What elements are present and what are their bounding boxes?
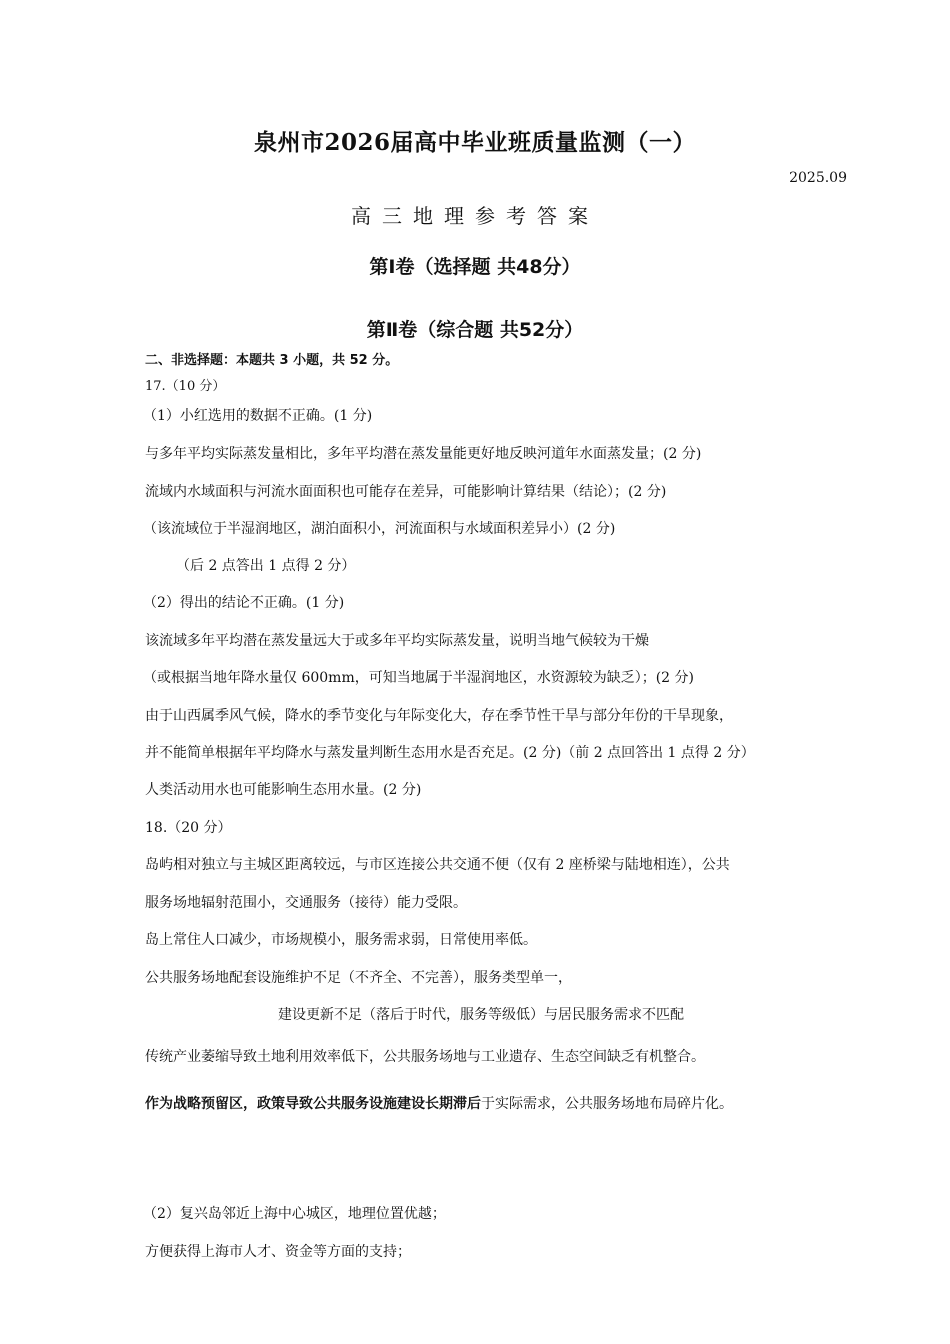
q17-line: （该流域位于半湿润地区，湖泊面积小，河流面积与水域面积差异小）(2 分) xyxy=(143,521,616,537)
document-title: 泉州市2026届高中毕业班质量监测（一） xyxy=(253,129,696,156)
q18-line: 方便获得上海市人才、资金等方面的支持； xyxy=(145,1244,411,1260)
q17-heading: 17.（10 分） xyxy=(145,379,226,394)
q18-line: 传统产业萎缩导致土地利用效率低下，公共服务场地与工业遗存、生态空间缺乏有机整合。 xyxy=(145,1049,705,1065)
q18-line: 岛上常住人口减少，市场规模小，服务需求弱，日常使用率低。 xyxy=(145,932,537,948)
q17-line: 该流域多年平均潜在蒸发量远大于或多年平均实际蒸发量，说明当地气候较为干燥 xyxy=(145,633,649,649)
q18-line: 岛屿相对独立与主城区距离较远，与市区连接公共交通不便（仅有 2 座桥梁与陆地相连），公共 xyxy=(145,857,730,873)
q18-line: 公共服务场地配套设施维护不足（不齐全、不完善），服务类型单一， xyxy=(145,970,572,986)
document-subtitle: 高三地理参考答案 xyxy=(351,204,599,228)
q17-line: （2）得出的结论不正确。(1 分) xyxy=(143,595,345,611)
q18-line: 建设更新不足（落后于时代，服务等级低）与居民服务需求不匹配 xyxy=(278,1007,684,1023)
q18-line: （2）复兴岛邻近上海中心城区，地理位置优越； xyxy=(143,1206,446,1222)
q17-line: 与多年平均实际蒸发量相比，多年平均潜在蒸发量能更好地反映河道年水面蒸发量；(2 分) xyxy=(145,446,702,462)
q18-line: 服务场地辐射范围小，交通服务（接待）能力受限。 xyxy=(145,895,467,911)
part-1-heading: 第Ⅰ卷（选择题 共48分） xyxy=(369,256,581,278)
part-2-heading: 第Ⅱ卷（综合题 共52分） xyxy=(366,319,584,341)
q18-line-rest: 于实际需求，公共服务场地布局碎片化。 xyxy=(481,1096,733,1112)
document-date: 2025.09 xyxy=(789,170,847,186)
q17-line: 人类活动用水也可能影响生态用水量。(2 分) xyxy=(145,782,422,798)
q17-line: 由于山西属季风气候，降水的季节变化与年际变化大，存在季节性干旱与部分年份的干旱现象， xyxy=(145,708,733,724)
q18-heading: 18.（20 分） xyxy=(145,820,232,836)
q17-line: （后 2 点答出 1 点得 2 分） xyxy=(176,558,356,574)
q18-line-mixed xyxy=(145,1093,733,1113)
q17-line: （或根据当地年降水量仅 600mm，可知当地属于半湿润地区，水资源较为缺乏）；(2 分) xyxy=(143,670,695,686)
q17-line: （1）小红选用的数据不正确。(1 分) xyxy=(143,408,373,424)
q18-bold-phrase: 作为战略预留区，政策导致公共服务设施建设长期滞后 xyxy=(145,1096,481,1112)
q17-line: 流域内水域面积与河流水面面积也可能存在差异，可能影响计算结果（结论）；(2 分) xyxy=(145,484,667,500)
section-2-heading: 二、非选择题：本题共 3 小题，共 52 分。 xyxy=(145,353,399,368)
q17-line: 并不能简单根据年平均降水与蒸发量判断生态用水是否充足。(2 分)（前 2 点回答出 1 点得 2 分） xyxy=(145,745,755,761)
